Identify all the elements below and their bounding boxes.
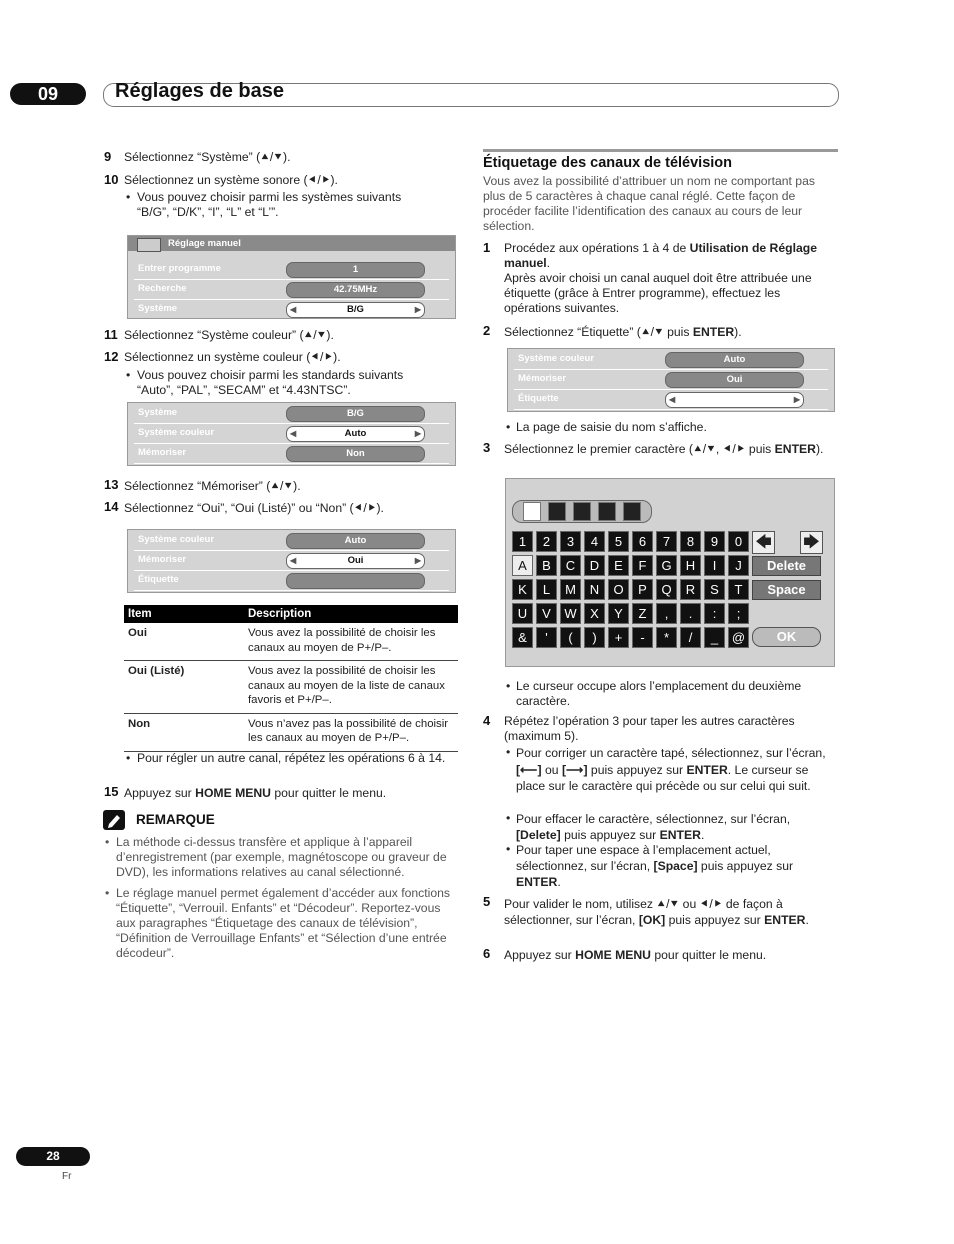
osd-label: Système couleur [138,534,215,545]
osd-value: Auto [286,533,425,549]
table-row [124,713,458,751]
bullet-marker: • [506,811,511,825]
key-1-0: A [512,555,533,576]
osd-label: Mémoriser [518,373,567,384]
key-1-5: F [632,555,653,576]
key-3-2: W [560,603,581,624]
key-0-0: 1 [512,531,533,552]
bullet-text: Pour régler un autre canal, répétez les opérations 6 à 14. [137,751,446,765]
step-number: 2 [483,323,491,338]
step-text: Sélectionnez “Mémoriser” (⯅/⯆). [124,479,301,493]
bullet-text: La page de saisie du nom s’affiche. [516,420,707,434]
table-cell-item: Oui (Listé) [124,661,244,714]
key-1-3: D [584,555,605,576]
step-text: Sélectionnez “Système couleur” (⯅/⯆). [124,328,334,342]
key-3-6: , [656,603,677,624]
bullet-marker: • [105,835,110,849]
space-key: Space [752,580,821,600]
key-2-3: N [584,579,605,600]
osd-memorize-menu [127,529,456,593]
char-slot-active [523,502,541,521]
table-cell-desc: Vous n’avez pas la possibilité de choisir les canaux au moyen de P+/P–. [244,713,458,751]
key-4-2: ( [560,627,581,648]
delete-key: Delete [752,556,821,576]
step-text: Sélectionnez un système sonore (⯇/⯈). [124,173,338,187]
key-4-7: / [680,627,701,648]
label-input-keyboard [505,478,835,667]
step-text: Sélectionnez un système couleur (⯇/⯈). [124,350,341,364]
name-entry-field [512,500,652,523]
key-3-1: V [536,603,557,624]
osd-label: Système couleur [518,353,595,364]
bullet-marker: • [126,368,131,382]
key-3-7: . [680,603,701,624]
section-intro: Vous avez la possibilité d’attribuer un nom ne comportant pas plus de 5 caractères à chaque canal réglé. Cette façon de procéder facilite l’identification des canaux au cours de leur sélection. [483,174,815,233]
key-0-6: 7 [656,531,677,552]
key-2-6: Q [656,579,677,600]
step-text: Sélectionnez “Système” (⯅/⯆). [124,150,291,164]
key-2-9: T [728,579,749,600]
step-number: 6 [483,946,491,961]
options-table [124,605,458,752]
step-number: 1 [483,240,491,255]
key-4-5: - [632,627,653,648]
key-4-6: * [656,627,677,648]
osd-value-selected: ◀ Auto ▶ [286,426,425,442]
table-cell-desc: Vous avez la possibilité de choisir les canaux au moyen de la liste de canaux favoris et P+/P–. [244,661,458,714]
char-slot [548,502,566,521]
key-0-7: 8 [680,531,701,552]
osd-value [286,573,425,589]
bullet-text: Pour effacer le caractère, sélectionnez, sur l’écran, [Delete] puis appuyez sur ENTER. [516,812,791,842]
osd-title: Réglage manuel [168,238,241,249]
char-slot [598,502,616,521]
page-number: 28 [16,1147,90,1166]
step-text: Pour valider le nom, utilisez ⯅/⯆ ou ⯇/⯈ de façon à sélectionner, sur l’écran, [OK] puis appuyez sur ENTER. [504,897,809,927]
bullet-text: Pour corriger un caractère tapé, sélectionnez, sur l’écran, [⟵] ou [⟶] puis appuyez sur ENTER. Le curseur se place sur le caractère qui précède ou sur celui qui suit. [516,746,826,793]
key-3-5: Z [632,603,653,624]
osd-value: B/G [286,406,425,422]
key-0-3: 4 [584,531,605,552]
osd-value: 1 [286,262,425,278]
bullet-marker: • [105,886,110,900]
key-0-8: 9 [704,531,725,552]
table-cell-item: Oui [124,623,244,661]
key-0-2: 3 [560,531,581,552]
key-2-7: R [680,579,701,600]
ok-key: OK [752,627,821,647]
step-text: Appuyez sur HOME MENU pour quitter le menu. [504,948,767,962]
key-0-1: 2 [536,531,557,552]
bullet-marker: • [126,190,131,204]
chapter-number: 09 [10,83,86,105]
bullet-text: Pour taper une espace à l’emplacement actuel, sélectionnez, sur l’écran, [Space] puis appuyez sur ENTER. [516,843,794,889]
osd-title-bar [128,236,455,251]
note-icon [103,810,125,830]
step-number: 10 [104,172,119,187]
note-heading: REMARQUE [136,812,215,827]
osd-label-menu [507,348,835,412]
step-text: Répétez l’opération 3 pour taper les autres caractères (maximum 5). [504,714,795,743]
bullet-marker: • [506,420,511,434]
step-number: 3 [483,440,491,455]
key-4-0: & [512,627,533,648]
key-3-4: Y [608,603,629,624]
osd-label: Système [138,407,178,418]
step-text: Appuyez sur HOME MENU pour quitter le menu. [124,786,387,800]
tv-icon [137,238,161,252]
language-code: Fr [62,1171,72,1182]
note-item: La méthode ci-dessus transfère et applique à l’appareil d’enregistrement (par exemple, magnétoscope ou graveur de DVD), les informations relatives au canal sélectionné. [116,835,447,879]
key-1-4: E [608,555,629,576]
key-2-2: M [560,579,581,600]
table-cell-item: Non [124,713,244,751]
step-text: Sélectionnez “Étiquette” (⯅/⯆ puis ENTER). [504,325,742,339]
osd-label: Recherche [138,283,187,294]
table-row [124,623,458,661]
key-2-4: O [608,579,629,600]
char-slot [623,502,641,521]
bullet-marker: • [506,679,511,693]
bullet-text: Vous pouvez choisir parmi les systèmes suivants “B/G”, “D/K”, “I”, “L” et “L’”. [137,190,402,219]
osd-label: Système [138,303,178,314]
table-header: Description [244,605,458,623]
osd-label: Mémoriser [138,554,187,565]
step-number: 9 [104,149,112,164]
key-0-5: 6 [632,531,653,552]
char-slot [573,502,591,521]
key-2-0: K [512,579,533,600]
step-number: 5 [483,894,491,909]
osd-value-selected: ◀ B/G ▶ [286,302,425,318]
osd-label: Étiquette [138,574,179,585]
key-1-2: C [560,555,581,576]
step-text: Sélectionnez le premier caractère (⯅/⯆, ⯇/⯈ puis ENTER). [504,442,824,456]
key-3-3: X [584,603,605,624]
step-number: 12 [104,349,119,364]
key-4-8: _ [704,627,725,648]
table-row [124,661,458,714]
key-1-7: H [680,555,701,576]
key-1-1: B [536,555,557,576]
bullet-marker: • [506,745,511,759]
key-3-9: ; [728,603,749,624]
bullet-marker: • [126,751,131,765]
osd-label: Entrer programme [138,263,221,274]
key-0-9: 0 [728,531,749,552]
osd-label: Étiquette [518,393,559,404]
step-number: 13 [104,477,119,492]
key-3-0: U [512,603,533,624]
key-0-4: 5 [608,531,629,552]
osd-color-system-menu [127,402,456,466]
key-4-1: ' [536,627,557,648]
cursor-right-icon: 🡆 [800,531,823,554]
key-4-3: ) [584,627,605,648]
section-title: Étiquetage des canaux de télévision [483,155,732,171]
osd-value-selected [665,392,804,408]
osd-value: Oui [665,372,804,388]
note-item: Le réglage manuel permet également d’accéder aux fonctions “Étiquette”, “Verrouil. Enfants” et “Décodeur”. Reportez-vous aux paragraphes “Étiquetage des canaux de télévision”, “Définition de Verrouillage Enfants” et “Sélection d’une entrée décodeur”. [116,886,451,960]
osd-label: Système couleur [138,427,215,438]
key-4-9: @ [728,627,749,648]
step-text: Sélectionnez “Oui”, “Oui (Listé)” ou “Non” (⯇/⯈). [124,501,384,515]
key-1-9: J [728,555,749,576]
chapter-title: Réglages de base [115,80,284,102]
step-text: Procédez aux opérations 1 à 4 de Utilisation de Réglage manuel. Après avoir choisi un canal auquel doit être attribuée une étiquette (grâce à Entrer programme), effectuez les opérations suivantes. [504,241,817,315]
step-number: 15 [104,784,119,799]
bullet-text: Vous pouvez choisir parmi les standards suivants “Auto”, “PAL”, “SECAM” et “4.43NTSC”. [137,368,404,397]
osd-manual-tuning-menu [127,235,456,319]
key-2-8: S [704,579,725,600]
key-2-1: L [536,579,557,600]
bullet-text: Le curseur occupe alors l’emplacement du deuxième caractère. [516,679,802,708]
bullet-marker: • [506,842,511,856]
osd-label: Mémoriser [138,447,187,458]
key-3-8: : [704,603,725,624]
osd-value-selected: ◀ Oui ▶ [286,553,425,569]
table-header: Item [124,605,244,623]
table-cell-desc: Vous avez la possibilité de choisir les canaux au moyen de P+/P–. [244,623,458,661]
section-rule [483,149,838,152]
osd-value: Auto [665,352,804,368]
key-1-8: I [704,555,725,576]
step-number: 14 [104,499,119,514]
osd-value: 42.75MHz [286,282,425,298]
osd-value: Non [286,446,425,462]
key-1-6: G [656,555,677,576]
key-2-5: P [632,579,653,600]
step-number: 11 [104,327,118,342]
key-4-4: + [608,627,629,648]
step-number: 4 [483,713,491,728]
cursor-left-icon: 🡄 [752,531,775,554]
